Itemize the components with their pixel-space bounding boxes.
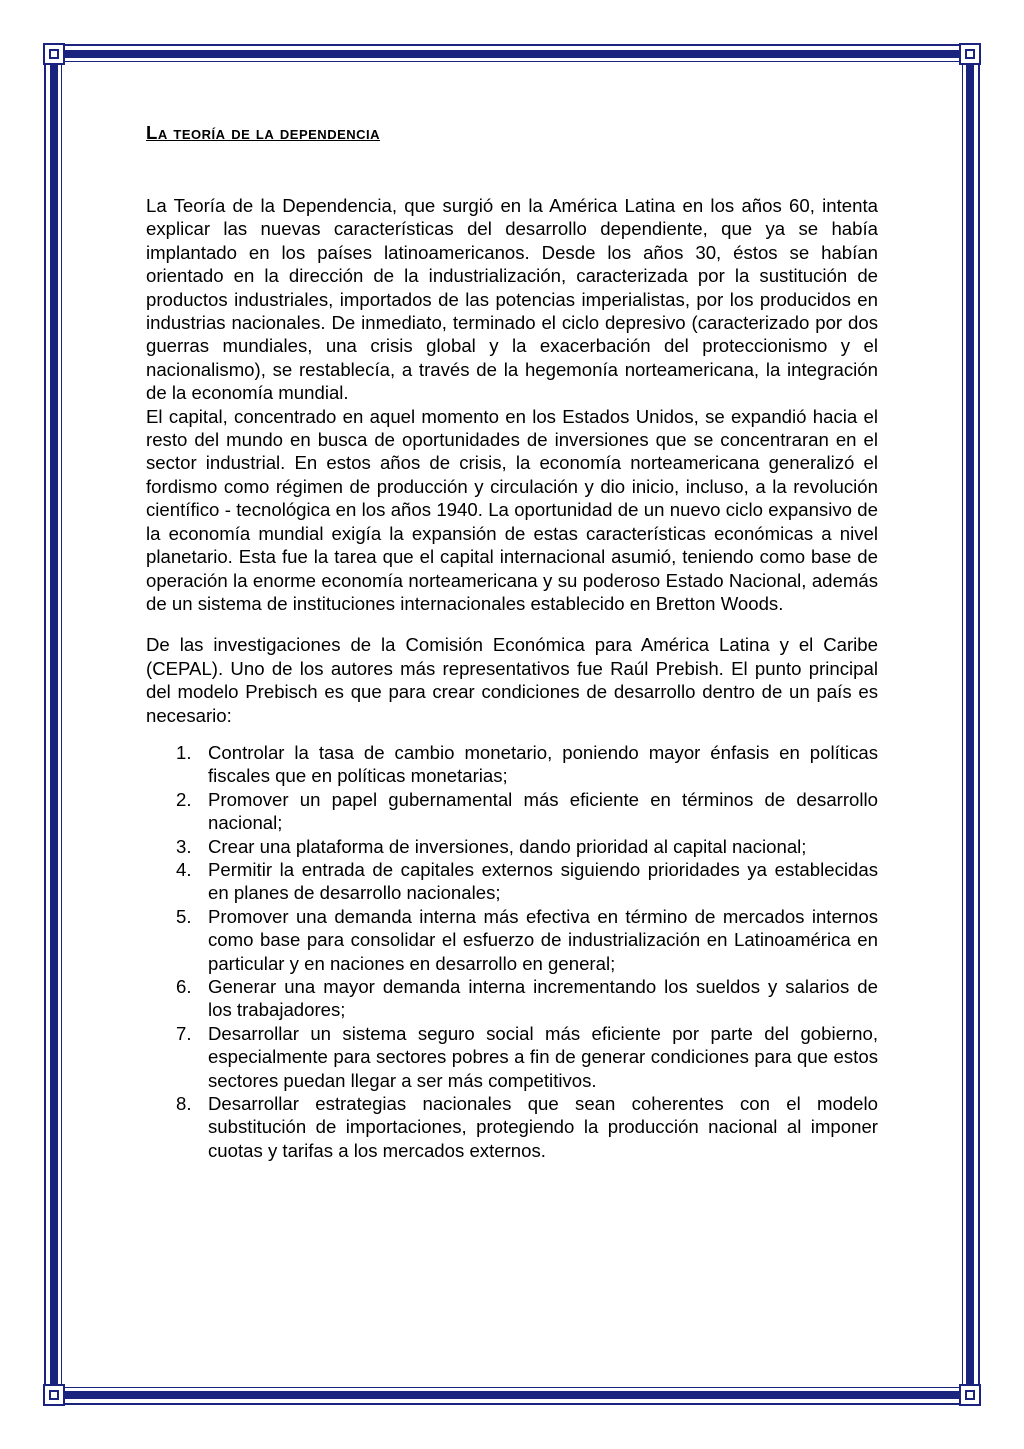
list-item-number: 5. <box>176 905 192 927</box>
list-item-text: Promover un papel gubernamental más eficiente en términos de desarrollo nacional; <box>208 788 878 834</box>
list-item-number: 6. <box>176 976 192 997</box>
paragraph-spacer <box>146 615 878 633</box>
list-item-text: Desarrollar un sistema seguro social más eficiente por parte del gobierno, especialmente para sectores pobres a fin de generar condiciones para que estos sectores puedan llegar a ser más competitivos. <box>208 1022 878 1091</box>
list-item-number: 4. <box>176 858 192 880</box>
paragraph-intro: La Teoría de la Dependencia, que surgió en la América Latina en los años 60, intenta explicar las nuevas características del desarrollo dependiente, que ya se había implantado en los países latinoamericanos. Desde los años 30, éstos se habían orientado en la dirección de la industrialización, caracterizada por la sustitución de productos industriales, importados de las potencias imperialistas, por los producidos en industrias nacionales. De inmediato, terminado el ciclo depresivo (caracterizado por dos guerras mundiales, una crisis global y la exacerbación del proteccionismo y el nacionalismo), se restablecía, a través de la hegemonía norteamericana, la integración de la economía mundial. <box>146 195 878 404</box>
corner-ornament-bottom-right <box>959 1384 981 1406</box>
list-item <box>146 1092 878 1162</box>
list-item-text: Desarrollar estrategias nacionales que sean coherentes con el modelo substitución de importaciones, protegiendo la producción nacional al imponer cuotas y tarifas a los mercados externos. <box>208 1093 878 1161</box>
list-item <box>146 1022 878 1092</box>
list-item-number: 1. <box>176 741 192 763</box>
list-item-text: Promover una demanda interna más efectiva en término de mercados internos como base para consolidar el esfuerzo de industrialización en Latinoamérica en particular y en naciones en desarrollo en general; <box>208 905 878 974</box>
corner-ornament-top-left <box>43 43 65 65</box>
list-item-text: Crear una plataforma de inversiones, dando prioridad al capital nacional; <box>208 835 807 857</box>
list-item-number: 3. <box>176 835 192 857</box>
corner-ornament-bottom-left <box>43 1384 65 1406</box>
corner-ornament-top-right <box>959 43 981 65</box>
list-item-number: 2. <box>176 788 192 810</box>
list-item-text: Permitir la entrada de capitales externos siguiendo prioridades ya establecidas en planes de desarrollo nacionales; <box>208 858 878 904</box>
prebisch-conditions-list <box>146 741 878 1162</box>
document-title: La teoría de la dependencia <box>146 122 381 143</box>
document-body <box>146 120 878 1162</box>
list-item <box>146 835 878 858</box>
list-item-number: 7. <box>176 1022 192 1044</box>
list-item-number: 8. <box>176 1093 192 1115</box>
list-item <box>146 741 878 788</box>
paragraph-cepal: De las investigaciones de la Comisión Económica para América Latina y el Caribe (CEPAL). Uno de los autores más representativos fue Raúl Prebish. El punto principal del modelo Prebisch es que para crear condiciones de desarrollo dentro de un país es necesario: <box>146 634 878 726</box>
list-item-text: Generar una mayor demanda interna incrementando los sueldos y salarios de los trabajadores; <box>208 976 878 1021</box>
list-item <box>146 975 878 1022</box>
paragraph-capital: El capital, concentrado en aquel momento en los Estados Unidos, se expandió hacia el resto del mundo en busca de oportunidades de inversiones que se concentraran en el sector industrial. En estos años de crisis, la economía norteamericana generalizó el fordismo como régimen de producción y circulación y dio inicio, incluso, a la revolución científico - tecnológica en los años 1940. La oportunidad de un nuevo ciclo expansivo de la economía mundial exigía la expansión de estas características económicas a nivel planetario. Esta fue la tarea que el capital internacional asumió, teniendo como base de operación la enorme economía norteamericana y su poderoso Estado Nacional, además de un sistema de instituciones internacionales establecido en Bretton Woods. <box>146 405 878 614</box>
list-item <box>146 858 878 905</box>
list-item-text: Controlar la tasa de cambio monetario, poniendo mayor énfasis en políticas fiscales que en políticas monetarias; <box>208 741 878 787</box>
list-item <box>146 905 878 975</box>
list-item <box>146 788 878 835</box>
